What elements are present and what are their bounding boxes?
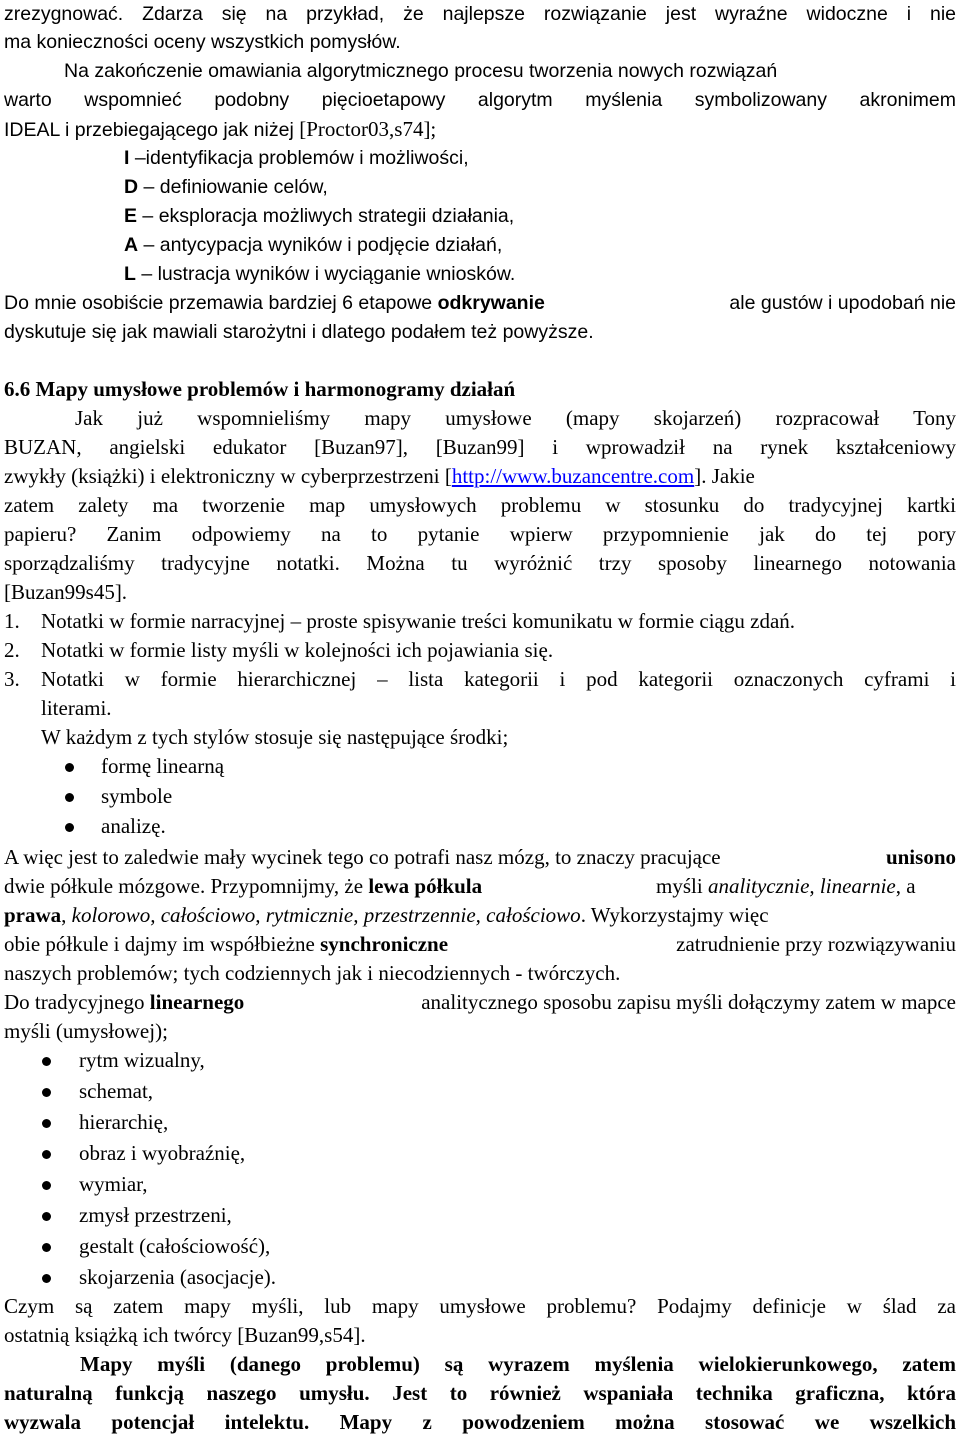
- bullet-icon: [42, 1057, 51, 1066]
- bullet-icon: [42, 1088, 51, 1097]
- ideal-text: – eksploracja możliwych strategii działania,: [137, 205, 515, 227]
- list-number: 2.: [4, 638, 20, 662]
- bold-term: linearnego: [149, 990, 245, 1014]
- text-line: [Buzan99s45].: [4, 580, 128, 604]
- citation: [Proctor03,s74];: [299, 117, 437, 141]
- bullet-icon: [42, 1243, 51, 1252]
- text-line: myśli (umysłowej);: [4, 1019, 168, 1043]
- bold-term: prawa: [4, 903, 62, 927]
- text-line: [4, 117, 436, 142]
- ideal-item: [124, 175, 328, 199]
- ideal-item: [124, 233, 502, 257]
- text-line: ostatnią książką ich twórcy [Buzan99,s54].: [4, 1323, 366, 1347]
- text-span: myśli: [656, 874, 703, 898]
- bold-term: lewa półkula: [368, 874, 483, 898]
- bullet-icon: [42, 1274, 51, 1283]
- bullet-icon: [42, 1181, 51, 1190]
- text-span: analitycznego sposobu zapisu myśli dołączymy zatem w mapce: [421, 990, 956, 1014]
- text-line: naszych problemów; tych codziennych jak i niecodziennych - twórczych.: [4, 961, 621, 985]
- bullet-icon: [42, 1150, 51, 1159]
- list-item: zmysł przestrzeni,: [79, 1203, 232, 1227]
- text-line: [4, 845, 956, 869]
- list-item: gestalt (całościowość),: [79, 1234, 271, 1258]
- text-span: ale gustów i upodobań nie: [729, 292, 956, 314]
- text-line: BUZAN, angielski edukator [Buzan97], [Buzan99] i wprowadził na rynek kształceniowy: [4, 435, 956, 459]
- text-span: Do tradycyjnego: [4, 990, 145, 1014]
- text-line: [4, 464, 956, 488]
- list-item: rytm wizualny,: [79, 1048, 205, 1072]
- bullet-icon: [65, 823, 74, 832]
- list-item: obraz i wyobraźnię,: [79, 1141, 246, 1165]
- text-line: papieru? Zanim odpowiemy na to pytanie wpierw przypomnienie jak do tej pory: [4, 522, 956, 546]
- bullet-icon: [65, 793, 74, 802]
- text-line: Na zakończenie omawiania algorytmicznego procesu tworzenia nowych rozwiązań: [64, 60, 778, 82]
- text-span: A więc jest to zaledwie mały wycinek tego co potrafi nasz mózg, to znaczy pracujące: [4, 845, 721, 869]
- text-span: dwie półkule mózgowe. Przypomnijmy, że: [4, 874, 364, 898]
- list-item: [4, 638, 553, 662]
- ideal-item: [124, 262, 515, 286]
- bullet-icon: [65, 763, 74, 772]
- list-text: Notatki w formie hierarchicznej – lista kategorii i pod kategorii oznaczonych cyframi i: [41, 667, 956, 691]
- list-item: wymiar,: [79, 1172, 148, 1196]
- text-span: ,: [61, 903, 67, 927]
- ideal-letter: E: [124, 205, 138, 227]
- text-line: Jak już wspomnieliśmy mapy umysłowe (mapy skojarzeń) rozpracował Tony: [75, 406, 956, 430]
- ideal-letter: I: [124, 147, 130, 169]
- text-span: , a: [895, 874, 916, 898]
- text-span: [656, 874, 916, 898]
- text-line: zatem zalety ma tworzenie map umysłowych problemu w stosunku do tradycyjnej kartki: [4, 493, 956, 517]
- text-span: zatrudnienie przy rozwiązywaniu: [676, 932, 956, 956]
- ideal-text: – antycypacja wyników i podjęcie działań,: [138, 234, 503, 256]
- list-text: Notatki w formie listy myśli w kolejności ich pojawiania się.: [41, 638, 554, 662]
- text-line: sporządzaliśmy tradycyjne notatki. Można tu wyróżnić trzy sposoby linearnego notowania: [4, 551, 956, 575]
- bullet-icon: [42, 1119, 51, 1128]
- text-line: zrezygnować. Zdarza się na przykład, że najlepsze rozwiązanie jest wyraźne widoczne i nie: [4, 3, 956, 25]
- text-line: literami.: [41, 696, 112, 720]
- text-span: IDEAL i przebiegającego jak niżej: [4, 119, 294, 141]
- bold-term: unisono: [885, 845, 956, 869]
- text-line: wyzwala potencjał intelektu. Mapy z powodzeniem można stosować we wszelkich: [4, 1410, 956, 1434]
- list-item: formę linearną: [101, 754, 225, 778]
- ideal-letter: A: [124, 234, 139, 256]
- text-span: obie półkule i dajmy im współbieżne: [4, 932, 315, 956]
- list-number: 3.: [4, 667, 20, 691]
- ideal-letter: D: [124, 176, 139, 198]
- text-line: [4, 874, 956, 898]
- buzancentre-link[interactable]: http://www.buzancentre.com: [451, 464, 695, 488]
- list-text: Notatki w formie narracyjnej – proste spisywanie treści komunikatu w formie ciągu zdań.: [41, 609, 796, 633]
- list-item: skojarzenia (asocjacje).: [79, 1265, 277, 1289]
- list-item: [4, 609, 795, 633]
- ideal-text: –identyfikacja problemów i możliwości,: [129, 147, 469, 169]
- text-line: [4, 903, 956, 927]
- bullet-icon: [42, 1212, 51, 1221]
- bold-term: odkrywanie: [437, 292, 545, 314]
- text-span: zwykły (książki) i elektroniczny w cyberprzestrzeni [: [4, 464, 452, 488]
- text-span: Do mnie osobiście przemawia bardziej 6 etapowe: [4, 292, 433, 314]
- ideal-text: – definiowanie celów,: [138, 176, 328, 198]
- italic-term: analitycznie, linearnie: [707, 874, 896, 898]
- ideal-item: [124, 146, 469, 170]
- ideal-letter: L: [124, 263, 136, 285]
- list-item: analizę.: [101, 814, 166, 838]
- list-item: [4, 667, 956, 691]
- text-line: naturalną funkcją naszego umysłu. Jest to również wspaniała technika graficzna, która: [4, 1381, 956, 1405]
- list-item: symbole: [101, 784, 173, 808]
- text-line: Czym są zatem mapy myśli, lub mapy umysłowe problemu? Podajmy definicje w ślad za: [4, 1294, 956, 1318]
- section-heading: 6.6 Mapy umysłowe problemów i harmonogramy działań: [4, 377, 516, 401]
- text-span: . Wykorzystajmy więc: [580, 903, 769, 927]
- text-line: warto wspomnieć podobny pięcioetapowy algorytm myślenia symbolizowany akronimem: [4, 89, 956, 111]
- list-item: schemat,: [79, 1079, 154, 1103]
- text-span: ]. Jakie: [694, 464, 755, 488]
- ideal-item: [124, 204, 514, 228]
- italic-term: kolorowo, całościowo, rytmicznie, przestrzennie, całościowo: [71, 903, 581, 927]
- list-item: hierarchię,: [79, 1110, 169, 1134]
- text-line: dyskutuje się jak mawiali starożytni i dlatego podałem też powyższe.: [4, 321, 594, 343]
- text-line: [4, 291, 956, 315]
- list-number: 1.: [4, 609, 20, 633]
- bold-term: synchroniczne: [320, 932, 449, 956]
- text-line: W każdym z tych stylów stosuje się następujące środki;: [41, 725, 509, 749]
- text-line: Mapy myśli (danego problemu) są wyrazem myślenia wielokierunkowego, zatem: [80, 1352, 956, 1376]
- text-line: ma konieczności oceny wszystkich pomysłów.: [4, 31, 401, 53]
- ideal-text: – lustracja wyników i wyciąganie wniosków.: [135, 263, 516, 285]
- text-line: [4, 990, 956, 1014]
- text-line: [4, 932, 956, 956]
